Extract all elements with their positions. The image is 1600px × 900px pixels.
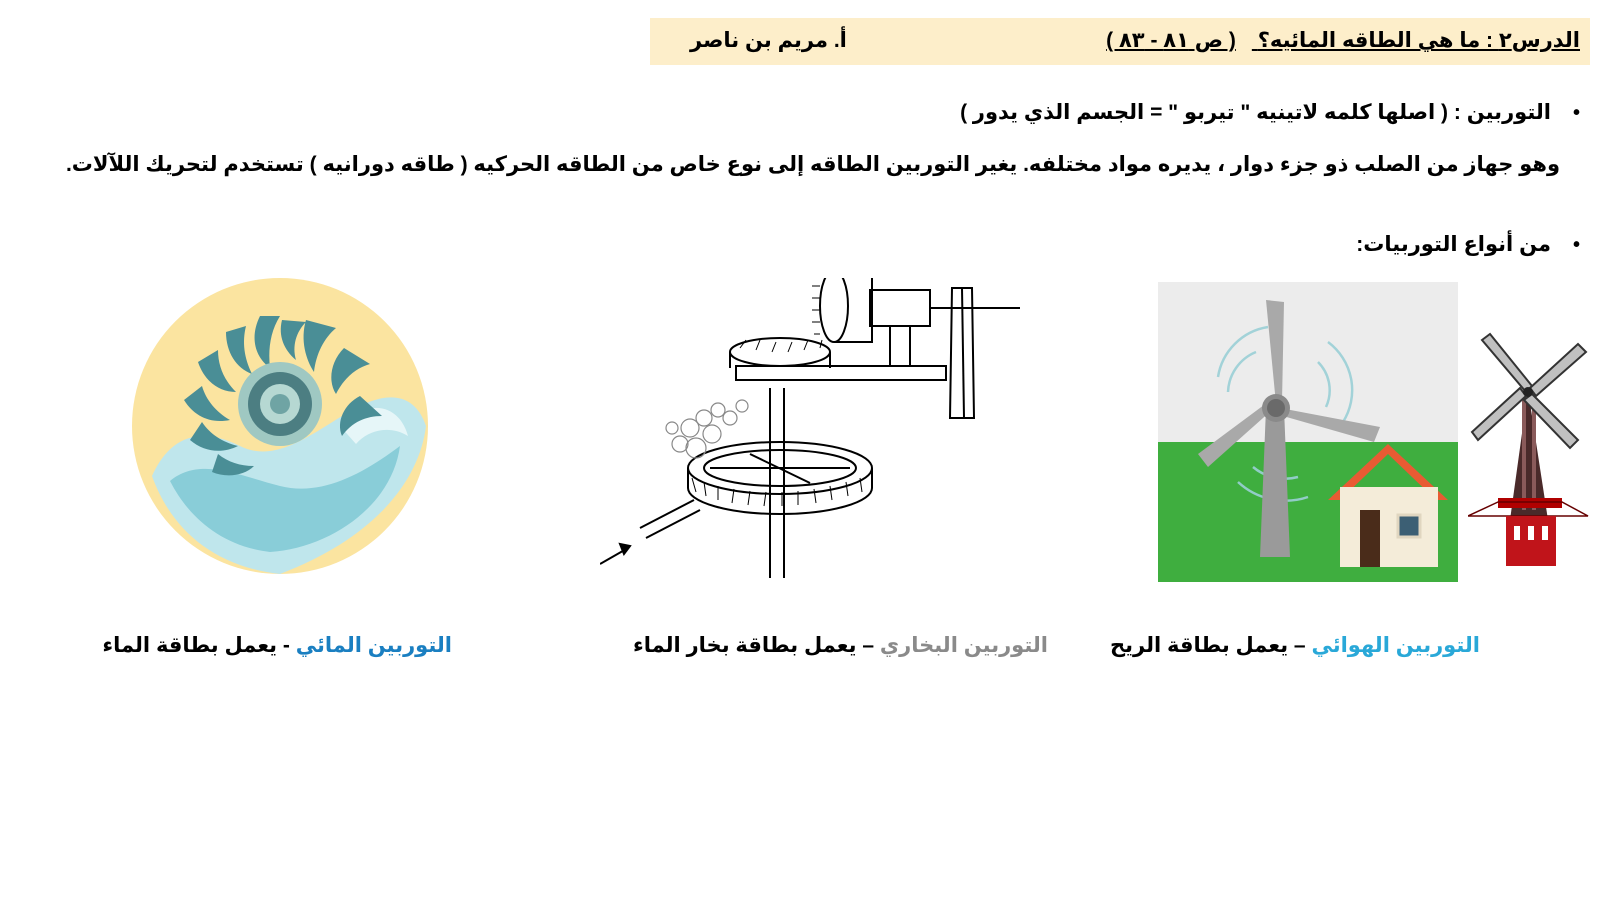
caption-desc: – يعمل بطاقة بخار الماء [632, 634, 880, 657]
definition-line1: التوربين : ( اصلها كلمه لاتينيه " تيربو " = الجسم الذي يدور ) [960, 101, 1551, 124]
lesson-title-text: الدرس٢ : ما هي الطاقه المائيه؟ [1257, 29, 1580, 52]
definition-paragraph: وهو جهاز من الصلب ذو جزء دوار ، يديره مواد مختلفه. يغير التوربين الطاقه إلى نوع خاص من الطاقه الحركيه ( طاقه دورانيه ) تستخدم لتحريك اللآلات. [65, 153, 1560, 176]
lesson-title [1106, 28, 1580, 53]
caption-desc: – يعمل بطاقة الريح [1109, 634, 1312, 657]
caption-name: التوربين المائي [295, 634, 452, 657]
types-heading [1356, 232, 1580, 257]
definition-heading [960, 100, 1580, 125]
windmill-icon [1468, 330, 1593, 570]
teacher-name: أ. مريم بن ناصر [690, 29, 847, 52]
bullet-icon: • [1572, 234, 1580, 256]
lesson-pages: ( ص ٨١ - ٨٣ ) [1106, 29, 1236, 52]
caption-steam-turbine [633, 633, 1048, 658]
bullet-icon: • [1572, 102, 1580, 124]
caption-name: التوربين البخاري [879, 634, 1048, 657]
types-heading-text: من أنواع التوربيات: [1356, 233, 1551, 256]
water-turbine-icon [130, 276, 430, 576]
caption-water-turbine [102, 633, 452, 658]
steam-turbine-icon [600, 278, 1040, 583]
caption-desc: - يعمل بطاقة الماء [102, 634, 296, 657]
caption-wind-turbine [1110, 633, 1480, 658]
caption-name: التوربين الهوائي [1311, 634, 1480, 657]
wind-turbine-house-icon [1158, 282, 1458, 582]
lesson-header [650, 18, 1590, 65]
